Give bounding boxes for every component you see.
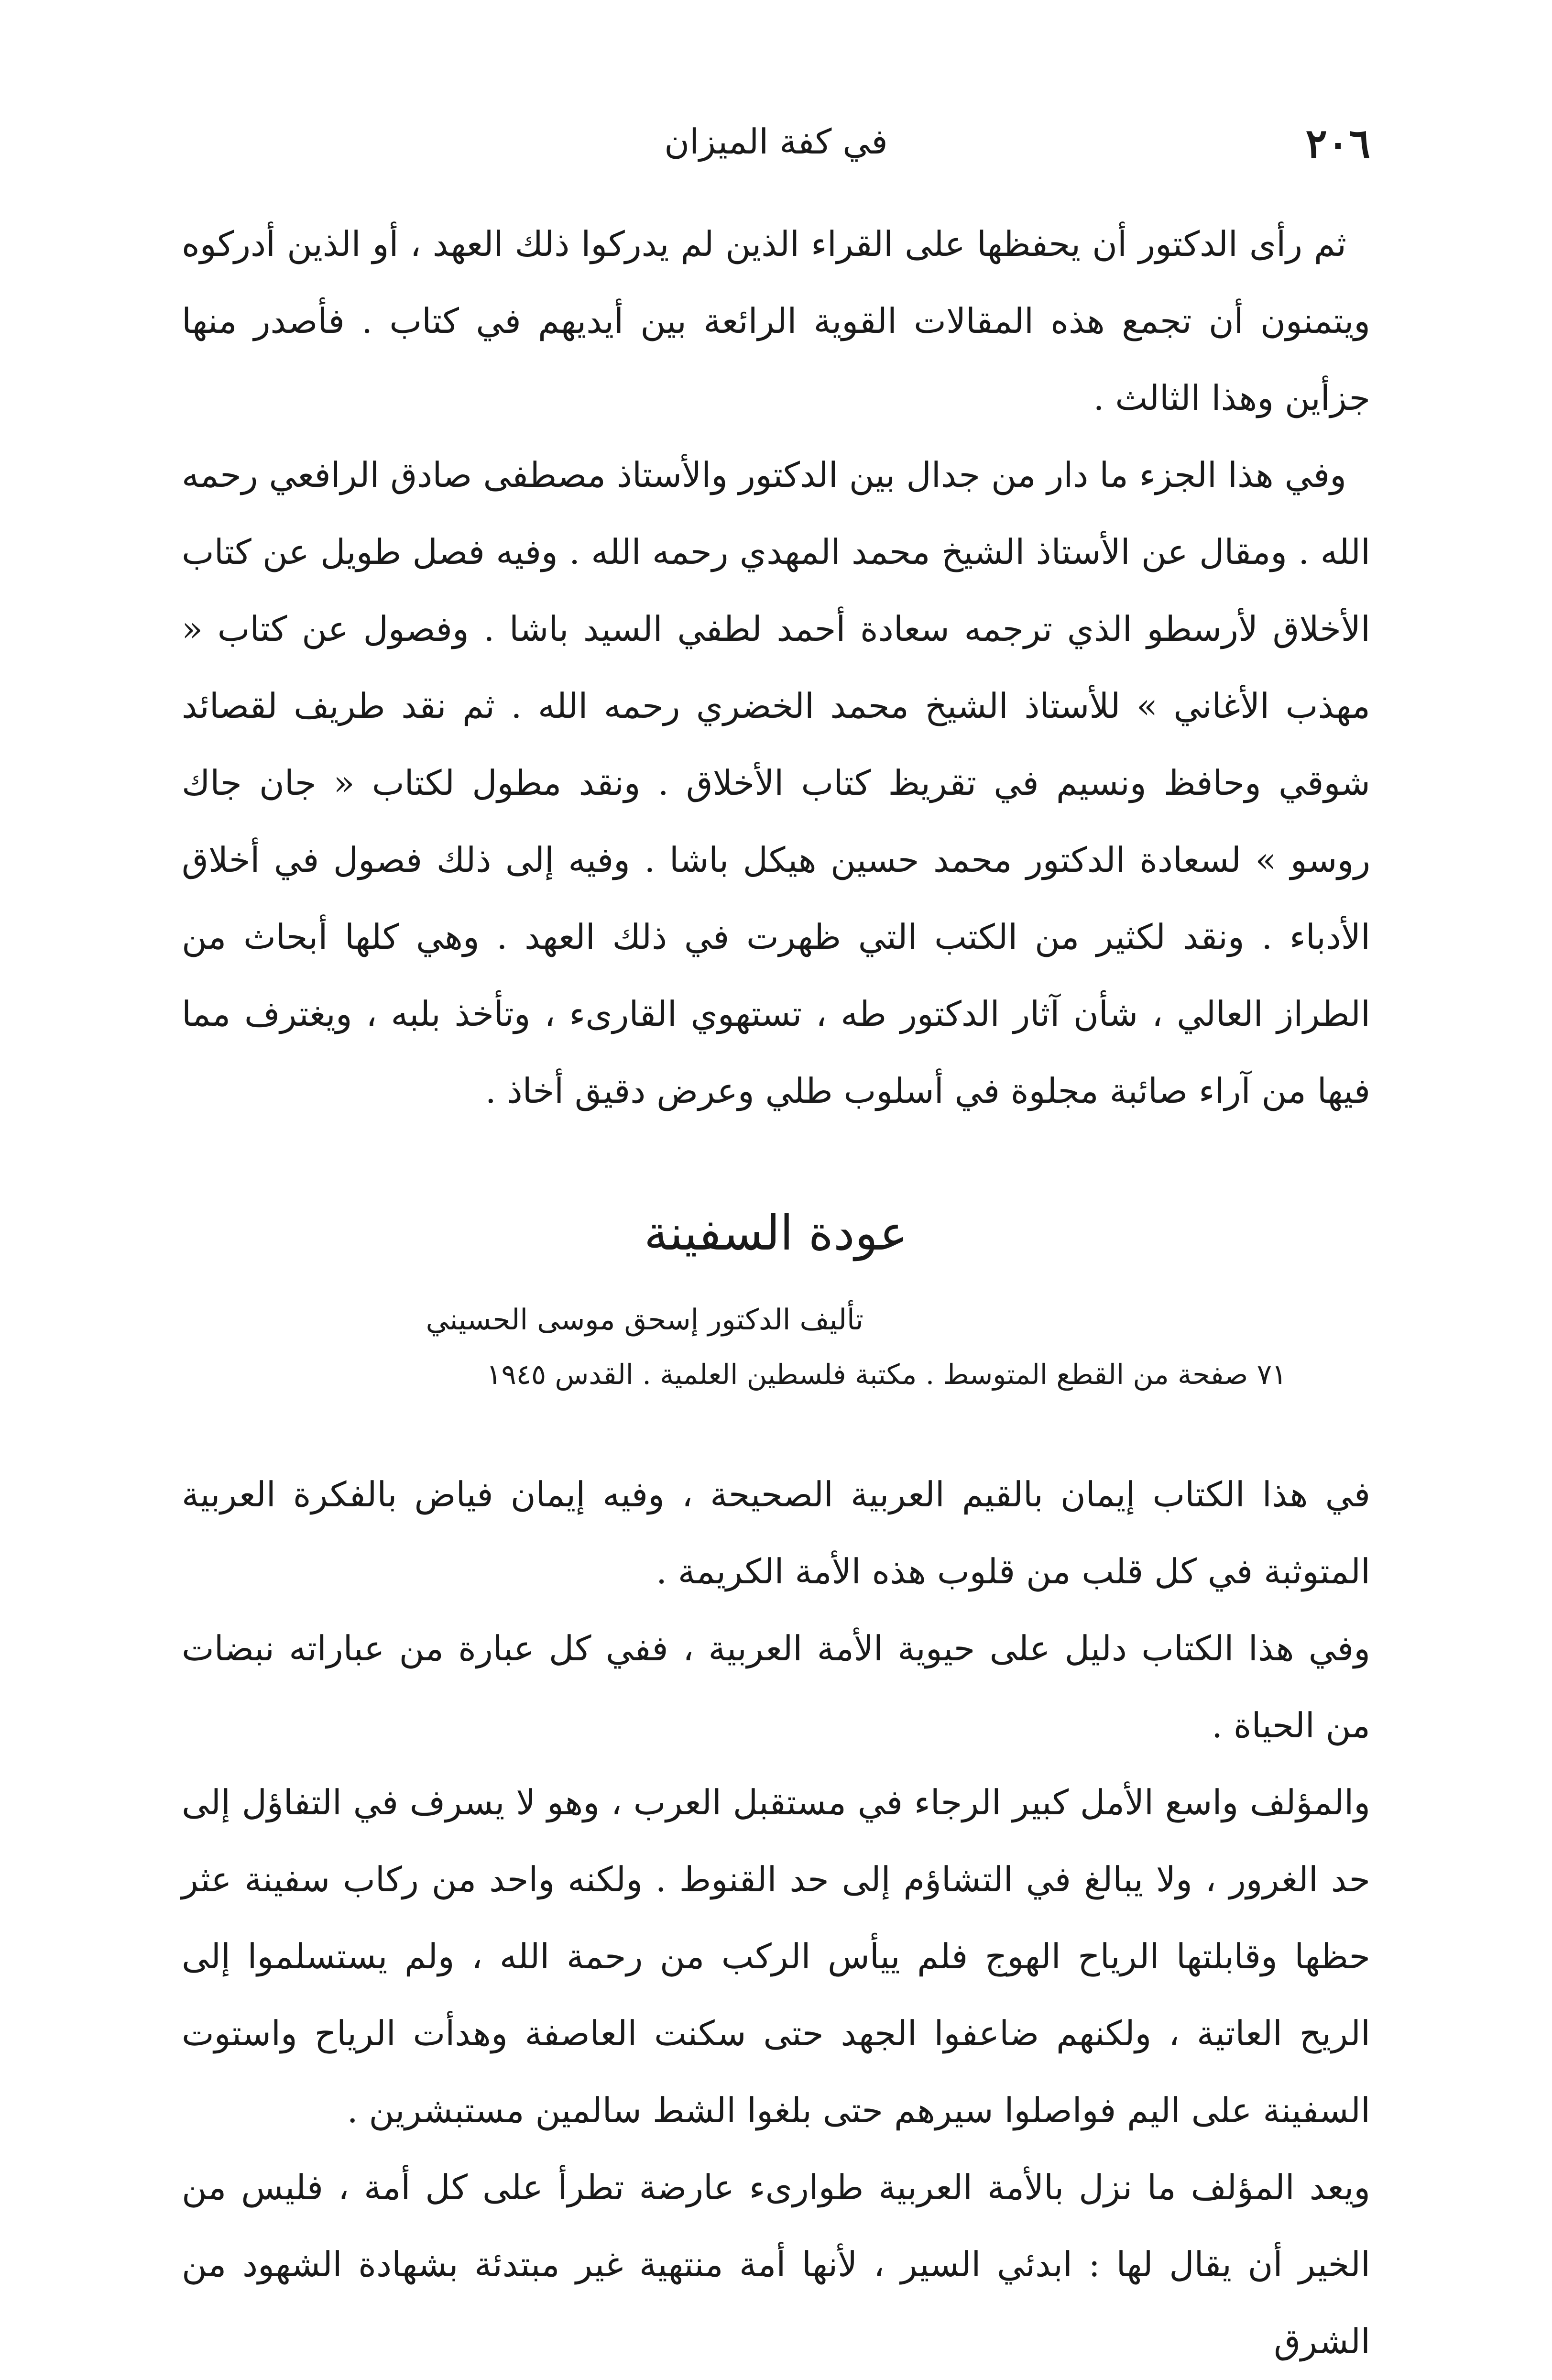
page-number: ٢٠٦ (1305, 120, 1370, 167)
book-review-continuation (182, 206, 1370, 1130)
paragraph: في هذا الكتاب إيمان بالقيم العربية الصحيحة ، وفيه إيمان فياض بالفكرة العربية المتوثبة في كل قلب من قلوب هذه الأمة الكريمة . (182, 1474, 1370, 1591)
paragraph: وفي هذا الجزء ما دار من جدال بين الدكتور والأستاذ مصطفى صادق الرافعي رحمه الله . ومقال عن الأستاذ الشيخ محمد المهدي رحمه الله . وفيه فصل طويل عن كتاب الأخلاق لأرسطو الذي ترجمه سعادة أحمد لطفي السيد باشا . وفصول عن كتاب « مهذب الأغاني » للأستاذ الشيخ محمد الخضري رحمه الله . ثم نقد طريف لقصائد شوقي وحافظ ونسيم في تقريظ كتاب الأخلاق . ونقد مطول لكتاب « جان جاك روسو » لسعادة الدكتور محمد حسين هيكل باشا . وفيه إلى ذلك فصول في أخلاق الأدباء . ونقد لكثير من الكتب التي ظهرت في ذلك العهد . وهي كلها أبحاث من الطراز العالي ، شأن آثار الدكتور طه ، تستهوي القارىء ، وتأخذ بلبه ، ويغترف مما فيها من آراء صائبة مجلوة في أسلوب طلي وعرض دقيق أخاذ . (182, 455, 1370, 1111)
paragraph: وفي هذا الكتاب دليل على حيوية الأمة العربية ، ففي كل عبارة من عباراته نبضات من الحياة . (182, 1628, 1370, 1745)
publication-info: ٧١ صفحة من القطع المتوسط . مكتبة فلسطين العلمية . القدس ١٩٤٥ (486, 1358, 1287, 1391)
book-author: تأليف الدكتور إسحق موسى الحسيني (426, 1303, 863, 1337)
paragraph: ثم رأى الدكتور أن يحفظها على القراء الذين لم يدركوا ذلك العهد ، أو الذين أدركوه ويتمنون أن تجمع هذه المقالات القوية الرائعة بين أيديهم في كتاب . فأصدر منها جزأين وهذا الثالث . (182, 224, 1370, 418)
page-header (182, 120, 1370, 172)
section-title: عودة السفينة (644, 1205, 908, 1261)
book-review-body (182, 1456, 1370, 2380)
paragraph: والمؤلف واسع الأمل كبير الرجاء في مستقبل العرب ، وهو لا يسرف في التفاؤل إلى حد الغرور ، ولا يبالغ في التشاؤم إلى حد القنوط . ولكنه واحد من ركاب سفينة عثر حظها وقابلتها الرياح الهوج فلم ييأس الركب من رحمة الله ، ولم يستسلموا إلى الريح العاتية ، ولكنهم ضاعفوا الجهد حتى سكنت العاصفة وهدأت الرياح واستوت السفينة على اليم فواصلوا سيرهم حتى بلغوا الشط سالمين مستبشرين . (182, 1782, 1370, 2130)
running-title: في كفة الميزان (664, 121, 888, 162)
paragraph: ويعد المؤلف ما نزل بالأمة العربية طوارىء عارضة تطرأ على كل أمة ، فليس من الخير أن يقال لها : ابدئي السير ، لأنها أمة منتهية غير مبتدئة بشهادة الشهود من الشرق (182, 2167, 1370, 2361)
